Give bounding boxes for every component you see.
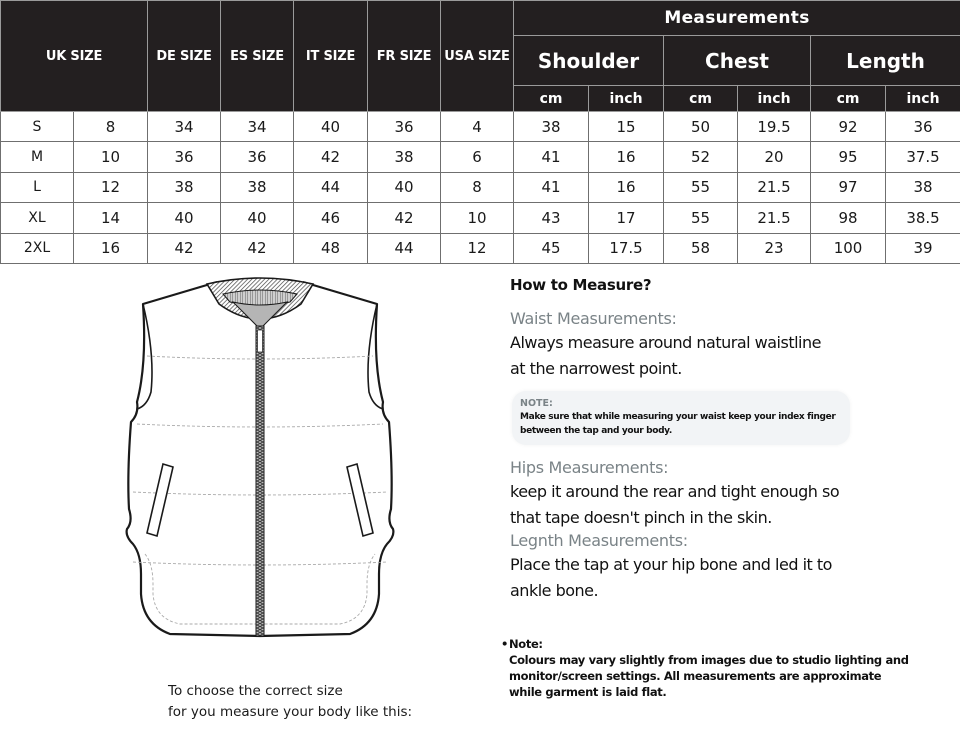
disclaimer-line-3: while garment is laid flat. xyxy=(509,685,667,699)
waist-heading: Waist Measurements: xyxy=(510,309,677,328)
hips-line-2: that tape doesn't pinch in the skin. xyxy=(510,507,772,527)
cell-shoulder-cm: 43 xyxy=(514,203,589,233)
cell-chest-cm: 52 xyxy=(664,142,738,172)
cell-usa: 6 xyxy=(441,142,514,172)
waist-line-1: Always measure around natural waistline xyxy=(510,333,821,352)
disclaimer-line-1: Colours may vary slightly from images due to studio lighting and xyxy=(509,653,909,667)
cell-shoulder-inch: 17 xyxy=(589,203,664,233)
cell-length-inch: 39 xyxy=(886,233,960,263)
cell-fr: 40 xyxy=(368,172,441,202)
header-shoulder-cm: cm xyxy=(514,86,589,112)
cell-shoulder-inch: 17.5 xyxy=(589,233,664,263)
header-chest-cm: cm xyxy=(664,86,738,112)
cell-uk-letter: 2XL xyxy=(1,233,74,263)
how-to-measure-title: How to Measure? xyxy=(510,276,652,294)
cell-de: 38 xyxy=(148,172,221,202)
cell-fr: 44 xyxy=(368,233,441,263)
size-chart-table xyxy=(0,0,960,264)
cell-uk-letter: XL xyxy=(1,203,74,233)
cell-de: 36 xyxy=(148,142,221,172)
waist-note-box xyxy=(512,391,850,445)
note-label: NOTE: xyxy=(520,398,553,409)
cell-uk-letter: S xyxy=(1,112,74,142)
cell-shoulder-inch: 16 xyxy=(589,142,664,172)
cell-uk-number: 12 xyxy=(74,172,148,202)
cell-usa: 12 xyxy=(441,233,514,263)
cell-es: 34 xyxy=(221,112,294,142)
disclaimer-note xyxy=(501,636,941,700)
table-row xyxy=(1,112,960,142)
cell-uk-number: 14 xyxy=(74,203,148,233)
hips-line-1: keep it around the rear and tight enough so xyxy=(510,482,840,501)
cell-es: 38 xyxy=(221,172,294,202)
cell-de: 40 xyxy=(148,203,221,233)
header-chest: Chest xyxy=(664,36,811,86)
header-shoulder-inch: inch xyxy=(589,86,664,112)
header-it-size: IT SIZE xyxy=(294,1,368,112)
cell-length-cm: 95 xyxy=(811,142,886,172)
table-row xyxy=(1,142,960,172)
cell-chest-cm: 50 xyxy=(664,112,738,142)
cell-length-cm: 97 xyxy=(811,172,886,202)
how-to-measure-section xyxy=(510,276,950,603)
table-row xyxy=(1,172,960,202)
header-de-size: DE SIZE xyxy=(148,1,221,112)
header-length: Length xyxy=(811,36,960,86)
table-row xyxy=(1,233,960,263)
cell-shoulder-cm: 41 xyxy=(514,142,589,172)
cell-it: 46 xyxy=(294,203,368,233)
cell-shoulder-inch: 16 xyxy=(589,172,664,202)
cell-uk-letter: M xyxy=(1,142,74,172)
cell-chest-cm: 55 xyxy=(664,203,738,233)
cell-length-inch: 37.5 xyxy=(886,142,960,172)
cell-length-cm: 100 xyxy=(811,233,886,263)
cell-length-cm: 92 xyxy=(811,112,886,142)
cell-shoulder-cm: 45 xyxy=(514,233,589,263)
header-measurements: Measurements xyxy=(514,1,960,36)
disclaimer-line-2: monitor/screen settings. All measurements are approximate xyxy=(509,669,882,683)
cell-fr: 38 xyxy=(368,142,441,172)
cell-fr: 36 xyxy=(368,112,441,142)
header-length-inch: inch xyxy=(886,86,960,112)
measure-caption xyxy=(168,681,468,723)
cell-chest-cm: 55 xyxy=(664,172,738,202)
header-fr-size: FR SIZE xyxy=(368,1,441,112)
note-line-1: Make sure that while measuring your waist keep your index finger xyxy=(520,412,836,422)
cell-chest-cm: 58 xyxy=(664,233,738,263)
header-uk-size: UK SIZE xyxy=(1,1,148,112)
header-chest-inch: inch xyxy=(738,86,811,112)
cell-chest-inch: 23 xyxy=(738,233,811,263)
cell-length-cm: 98 xyxy=(811,203,886,233)
length-heading: Legnth Measurements: xyxy=(510,531,688,550)
cell-chest-inch: 21.5 xyxy=(738,172,811,202)
cell-length-inch: 38.5 xyxy=(886,203,960,233)
cell-fr: 42 xyxy=(368,203,441,233)
cell-usa: 10 xyxy=(441,203,514,233)
header-usa-size: USA SIZE xyxy=(441,1,514,112)
cell-length-inch: 36 xyxy=(886,112,960,142)
hips-heading: Hips Measurements: xyxy=(510,458,669,477)
header-length-cm: cm xyxy=(811,86,886,112)
disclaimer-label: Note: xyxy=(509,637,543,651)
length-line-2: ankle bone. xyxy=(510,580,599,600)
cell-chest-inch: 20 xyxy=(738,142,811,172)
cell-es: 40 xyxy=(221,203,294,233)
cell-shoulder-cm: 38 xyxy=(514,112,589,142)
cell-it: 48 xyxy=(294,233,368,263)
cell-uk-number: 16 xyxy=(74,233,148,263)
cell-es: 42 xyxy=(221,233,294,263)
cell-length-inch: 38 xyxy=(886,172,960,202)
cell-it: 40 xyxy=(294,112,368,142)
cell-usa: 4 xyxy=(441,112,514,142)
cell-shoulder-cm: 41 xyxy=(514,172,589,202)
table-row xyxy=(1,203,960,233)
cell-it: 42 xyxy=(294,142,368,172)
cell-uk-number: 10 xyxy=(74,142,148,172)
header-es-size: ES SIZE xyxy=(221,1,294,112)
caption-line-2: for you measure your body like this: xyxy=(168,704,413,720)
cell-chest-inch: 21.5 xyxy=(738,203,811,233)
cell-uk-letter: L xyxy=(1,172,74,202)
cell-de: 34 xyxy=(148,112,221,142)
vest-diagram-icon xyxy=(125,274,395,654)
bullet-icon: • xyxy=(501,637,509,651)
note-line-2: between the tap and your body. xyxy=(520,426,672,436)
cell-de: 42 xyxy=(148,233,221,263)
waist-line-2: at the narrowest point. xyxy=(510,358,682,378)
header-shoulder: Shoulder xyxy=(514,36,664,86)
caption-line-1: To choose the correct size xyxy=(168,683,343,699)
cell-usa: 8 xyxy=(441,172,514,202)
length-line-1: Place the tap at your hip bone and led it to xyxy=(510,555,832,574)
cell-uk-number: 8 xyxy=(74,112,148,142)
cell-it: 44 xyxy=(294,172,368,202)
cell-shoulder-inch: 15 xyxy=(589,112,664,142)
cell-es: 36 xyxy=(221,142,294,172)
cell-chest-inch: 19.5 xyxy=(738,112,811,142)
